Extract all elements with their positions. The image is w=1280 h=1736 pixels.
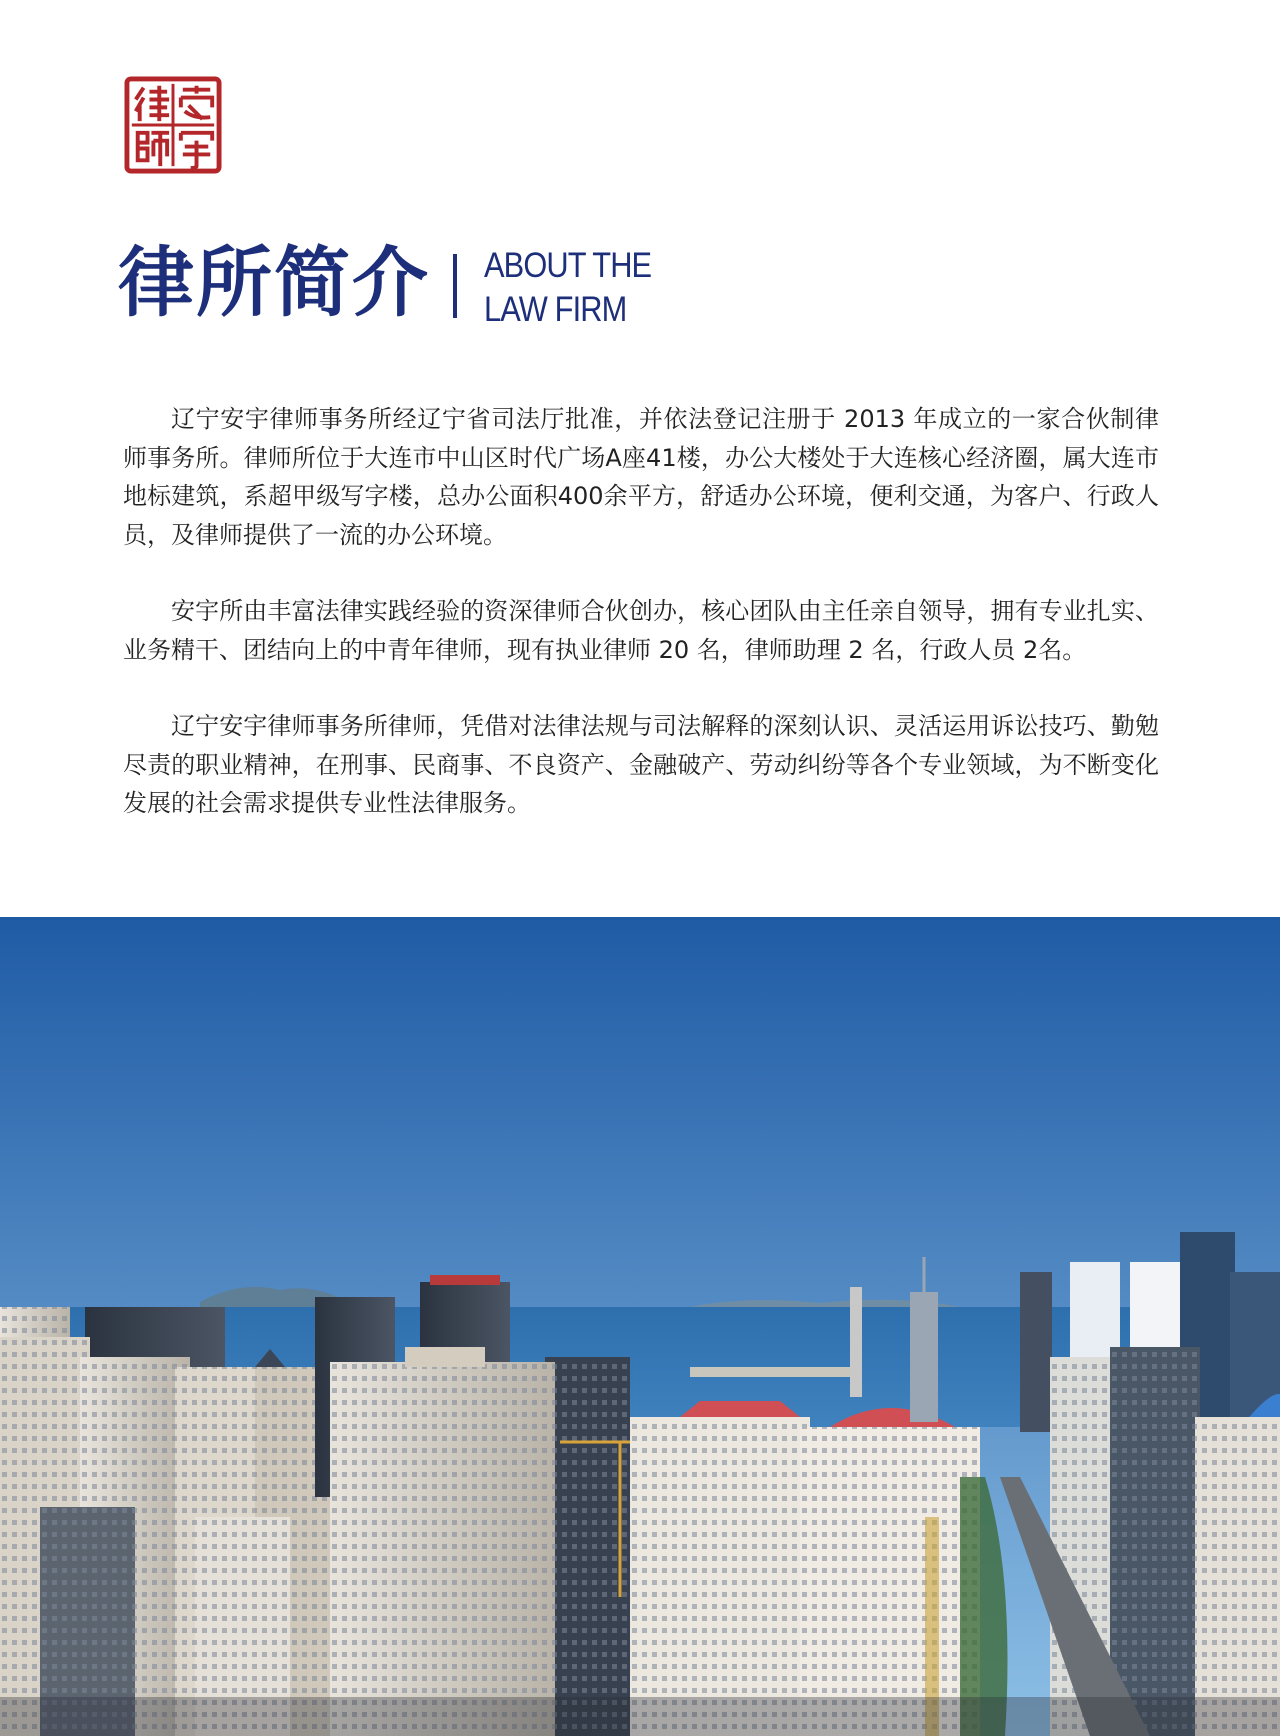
seal-logo — [124, 76, 222, 174]
seal-stamp-icon — [124, 76, 222, 174]
city-skyline-photo — [0, 917, 1280, 1736]
page-subtitle-en — [484, 244, 695, 332]
title-divider — [453, 254, 457, 318]
skyline-illustration — [0, 917, 1280, 1736]
intro-text — [123, 400, 1159, 861]
paragraph: 辽宁安宇律师事务所经辽宁省司法厅批准，并依法登记注册于 2013 年成立的一家合伙制律师事务所。律师所位于大连市中山区时代广场A座41楼，办公大楼处于大连核心经济圈，属大连市地标建筑，系超甲级写字楼，总办公面积400余平方，舒适办公环境，便利交通，为客户、行政人员，及律师提供了一流的办公环境。 — [123, 405, 1159, 549]
subtitle-line-2: LAW FIRM — [484, 290, 627, 329]
paragraph: 安宇所由丰富法律实践经验的资深律师合伙创办，核心团队由主任亲自领导，拥有专业扎实、业务精干、团结向上的中青年律师，现有执业律师 20 名，律师助理 2 名，行政人员 2名。 — [123, 597, 1159, 664]
subtitle-line-1: ABOUT THE — [484, 246, 652, 285]
page-title: 律所简介 — [118, 238, 430, 327]
paragraph: 辽宁安宇律师事务所律师，凭借对法律法规与司法解释的深刻认识、灵活运用诉讼技巧、勤勉尽责的职业精神，在刑事、民商事、不良资产、金融破产、劳动纠纷等各个专业领域，为不断变化发展的社会需求提供专业性法律服务。 — [123, 712, 1159, 817]
